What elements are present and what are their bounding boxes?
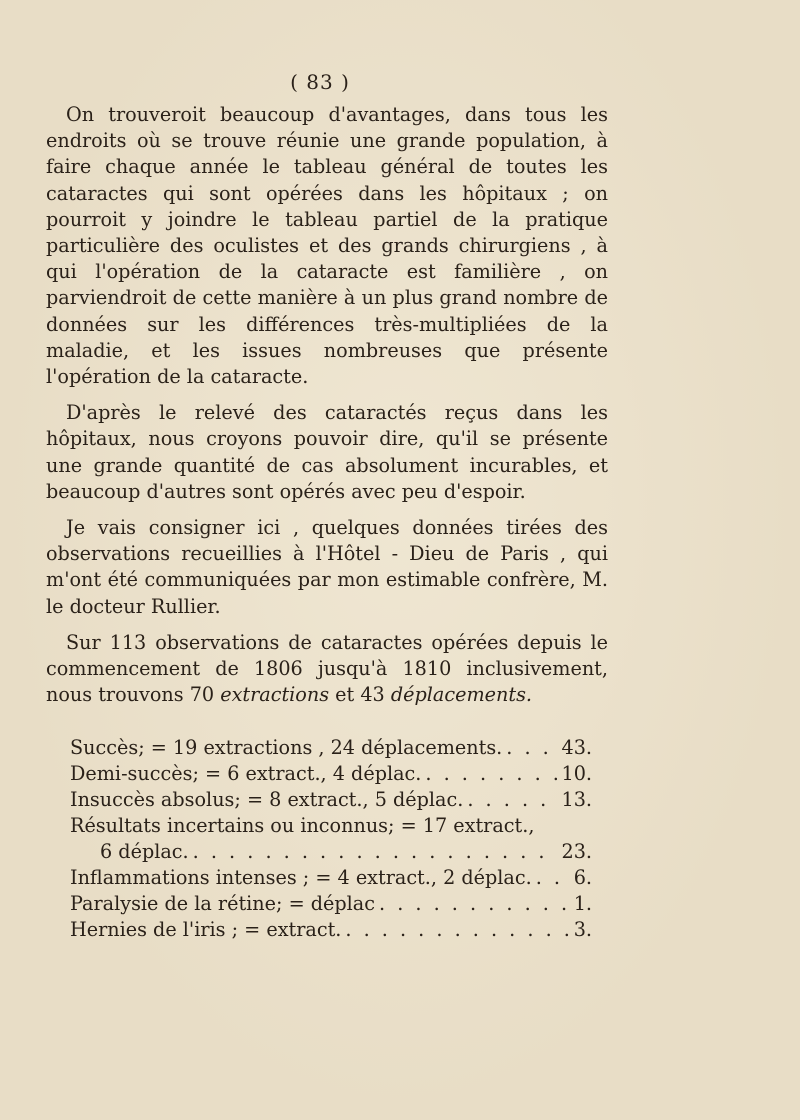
result-label: Succès; = 19 extractions , 24 déplacements. [70, 736, 503, 759]
list-item [70, 917, 592, 943]
leader-dots [189, 839, 558, 865]
result-value: 23. [561, 840, 592, 863]
leader-dots [341, 917, 569, 943]
paragraph-4 [46, 630, 608, 709]
body-text [46, 102, 608, 718]
leader-dots [421, 761, 557, 787]
result-label: 6 déplac. [100, 840, 189, 863]
paragraph-2: D'après le relevé des cataractés reçus dans les hôpitaux, nous croyons pouvoir dire, qu'il se présente une grande quantité de cas absolument incurables, et beaucoup d'autres sont opérés avec peu d'espoir. [46, 401, 608, 503]
list-item [70, 787, 592, 813]
paragraph-4-text-a: Sur 113 observations de cataractes opérées depuis le commencement de 1806 jusqu'à 1810 inclusivement, nous trouvons 70 [46, 630, 608, 707]
result-label: Demi-succès; = 6 extract., 4 déplac. [70, 762, 422, 785]
paragraph-4-em-extractions: extractions [220, 683, 330, 707]
result-label: Paralysie de la rétine; = déplac [70, 892, 375, 915]
list-item [70, 761, 592, 787]
leader-dots [375, 891, 570, 917]
result-label: Insuccès absolus; = 8 extract., 5 déplac. [70, 788, 464, 811]
result-value: 6. [573, 866, 592, 889]
result-value: 13. [561, 788, 592, 811]
result-value: 1. [573, 892, 592, 915]
paragraph-1: On trouveroit beaucoup d'avantages, dans tous les endroits où se trouve réunie une grande population, à faire chaque année le tableau général de toutes les cataractes qui sont opérées dans les hôpitaux ; on pourroit y joindre le tableau partiel de la pratique particulière des oculistes et des grands chirurgiens , à qui l'opération de la cataracte est familière , on parviendroit de cette manière à un plus grand nombre de données sur les différences très-multipliées de la maladie, et les issues nombreuses que présente l'opération de la cataracte. [46, 103, 608, 389]
page-number: ( 83 ) [290, 70, 350, 94]
list-item [70, 839, 592, 865]
result-label: Résultats incertains ou inconnus; = 17 extract., [70, 814, 535, 837]
result-label: Hernies de l'iris ; = extract. [70, 918, 342, 941]
leader-dots [502, 735, 557, 761]
list-item [70, 891, 592, 917]
list-item [70, 813, 592, 839]
result-value: 43. [561, 736, 592, 759]
result-value: 3. [573, 918, 592, 941]
result-value: 10. [561, 762, 592, 785]
list-item [70, 735, 592, 761]
leader-dots [532, 865, 570, 891]
result-label: Inflammations intenses ; = 4 extract., 2 déplac. [70, 866, 532, 889]
results-list [70, 735, 592, 943]
paragraph-4-em-deplacements: déplacements. [390, 683, 533, 707]
paragraph-4-text-b: et 43 [329, 683, 391, 707]
leader-dots [463, 787, 557, 813]
paragraph-3: Je vais consigner ici , quelques données tirées des observations recueillies à l'Hôtel - Dieu de Paris , qui m'ont été communiquées par mon estimable confrère, M. le docteur Rullier. [46, 516, 608, 618]
list-item [70, 865, 592, 891]
